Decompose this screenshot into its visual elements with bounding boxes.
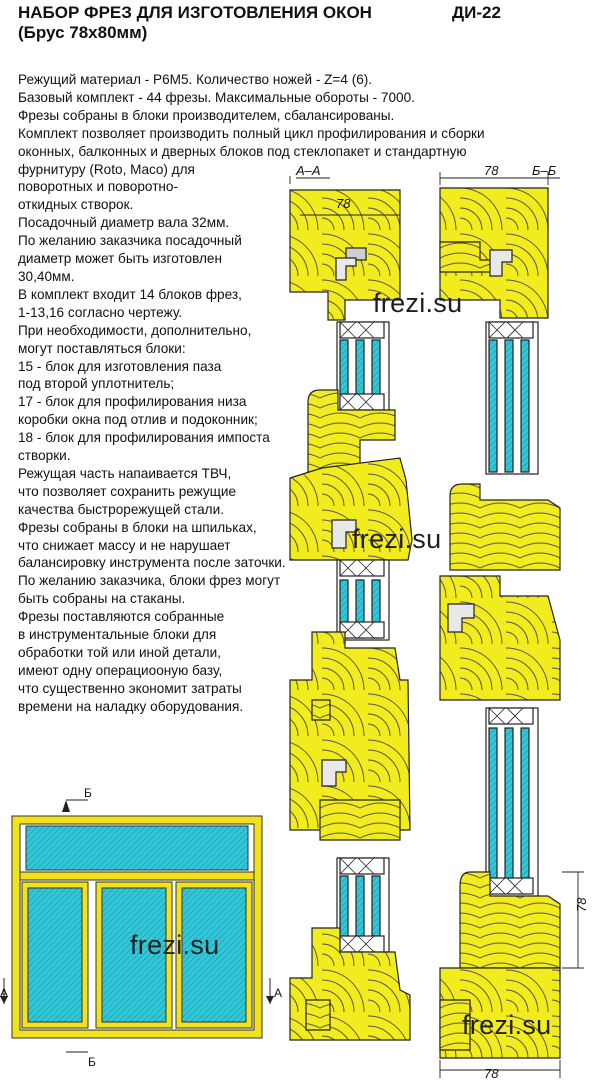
window-elevation — [0, 800, 274, 1052]
description-line: 1-13,16 согласно чертежу. — [18, 304, 183, 320]
section-aa-label: А–А — [296, 163, 321, 178]
dimension-bb-bottom-width: 78 — [484, 1066, 499, 1081]
description-line: Комплект позволяет производить полный цикл профилирования и сборки — [18, 125, 485, 141]
description-line: имеют одну операциооную базу, — [18, 662, 223, 678]
description-line: времени на наладку оборудования. — [18, 698, 244, 714]
section-mark-b-top: Б — [84, 786, 92, 800]
product-code: ДИ-22 — [452, 3, 501, 22]
description-line: диаметр может быть изготовлен — [18, 251, 222, 267]
dimension-bb-height: 78 — [574, 897, 589, 912]
dimension-aa-width: 78 — [336, 196, 351, 211]
description-line: Фрезы собраны в блоки на шпильках, — [18, 519, 257, 535]
description-line: 17 - блок для профилирования низа — [18, 394, 247, 410]
description-line: Фрезы собраны в блоки производителем, сбалансированы. — [18, 107, 395, 123]
section-mark-b-bottom: Б — [88, 1055, 96, 1069]
description-line: могут поставляться блоки: — [18, 340, 186, 356]
description-line: Базовый комплект - 44 фрезы. Максимальные обороты - 7000. — [18, 89, 415, 105]
description-line: В комплект входит 14 блоков фрез, — [18, 286, 242, 302]
description-line: По желанию заказчика, блоки фрез могут — [18, 573, 281, 589]
description-line: под второй уплотнитель; — [18, 376, 175, 392]
title-text: НАБОР ФРЕЗ ДЛЯ ИЗГОТОВЛЕНИЯ ОКОН — [18, 3, 372, 22]
description-line: качества быстрорежущей стали. — [18, 501, 224, 517]
section-bb-label: Б–Б — [532, 163, 557, 178]
description-line: поворотных и поворотно- — [18, 179, 179, 195]
description-line: оконных, балконных и дверных блоков под стеклопакет и стандартную — [18, 143, 467, 159]
section-mark-a-right: А — [274, 986, 283, 1000]
description-line: что существенно экономит затраты — [18, 680, 242, 696]
description-line: быть собраны на стаканы. — [18, 591, 186, 607]
watermark-middle: frezi.su — [352, 524, 442, 554]
description-line: коробки окна под отлив и подоконник; — [18, 412, 258, 428]
page-subtitle: (Брус 78х80мм) — [18, 23, 148, 42]
description-line: обработки той или иной детали, — [18, 645, 221, 660]
section-mark-a-left: А — [0, 986, 9, 1000]
description-line: балансировку инструмента после заточки. — [18, 555, 286, 571]
description-line: 18 - блок для профилирования импоста — [18, 430, 270, 446]
description-line: фурнитуру (Roto, Maco) для — [18, 161, 195, 177]
description-line: откидных створок. — [18, 197, 134, 213]
description-line: Режущий материал - Р6М5. Количество ножей - Z=4 (6). — [18, 72, 373, 87]
description-line: 30,40мм. — [18, 268, 75, 284]
description-line: что позволяет сохранить режущие — [18, 483, 237, 499]
description-line: Посадочный диаметр вала 32мм. — [18, 215, 230, 231]
description-line: При необходимости, дополнительно, — [18, 322, 252, 338]
watermark-bottom: frezi.su — [462, 1010, 552, 1040]
description-line: Режущая часть напаивается ТВЧ, — [18, 465, 232, 481]
description-line: в инструментальные блоки для — [18, 627, 217, 643]
dimension-bb-top-width: 78 — [484, 163, 499, 178]
watermark-top: frezi.su — [373, 288, 463, 318]
description-line: По желанию заказчика посадочный — [18, 233, 242, 249]
description-line: 15 - блок для изготовления паза — [18, 358, 222, 374]
description-line: что снижает массу и не нарушает — [18, 537, 231, 553]
description-line: Фрезы поставляются собранные — [18, 609, 225, 625]
watermark-window: frezi.su — [130, 930, 220, 960]
description-line: створки. — [18, 448, 71, 464]
